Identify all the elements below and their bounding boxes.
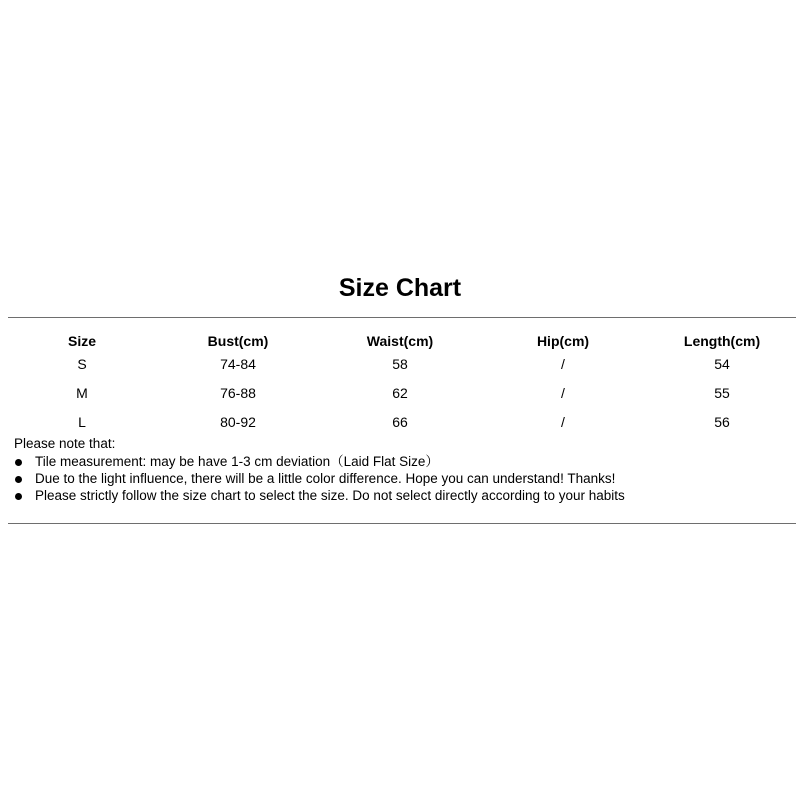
cell-bust: 74-84 bbox=[220, 356, 256, 372]
bullet-icon bbox=[15, 459, 22, 466]
cell-hip: / bbox=[561, 414, 565, 430]
top-divider bbox=[8, 317, 796, 318]
note-text: Please strictly follow the size chart to select the size. Do not select directly according to your habits bbox=[35, 488, 625, 503]
size-table bbox=[0, 331, 800, 441]
note-item bbox=[14, 471, 794, 487]
note-item bbox=[14, 454, 794, 470]
cell-size: L bbox=[78, 414, 86, 430]
table-row bbox=[0, 383, 800, 412]
bottom-divider bbox=[8, 523, 796, 524]
bullet-icon bbox=[15, 476, 22, 483]
page-title: Size Chart bbox=[338, 274, 462, 302]
cell-hip: / bbox=[561, 356, 565, 372]
header-hip: Hip(cm) bbox=[536, 333, 590, 349]
header-waist: Waist(cm) bbox=[366, 333, 434, 349]
table-row bbox=[0, 354, 800, 383]
note-text: Due to the light influence, there will be a little color difference. Hope you can understand! Thanks! bbox=[35, 471, 616, 486]
cell-waist: 66 bbox=[392, 414, 408, 430]
header-size: Size bbox=[67, 333, 96, 349]
cell-length: 55 bbox=[714, 385, 730, 401]
cell-hip: / bbox=[561, 385, 565, 401]
header-bust: Bust(cm) bbox=[207, 333, 269, 349]
note-item bbox=[14, 488, 794, 504]
header-length: Length(cm) bbox=[683, 333, 761, 349]
cell-length: 54 bbox=[714, 356, 730, 372]
cell-waist: 62 bbox=[392, 385, 408, 401]
notes-heading: Please note that: bbox=[14, 436, 116, 451]
note-text: Tile measurement: may be have 1-3 cm deviation（Laid Flat Size） bbox=[35, 454, 439, 469]
cell-size: M bbox=[76, 385, 88, 401]
cell-bust: 76-88 bbox=[220, 385, 256, 401]
table-header-row bbox=[0, 331, 800, 354]
cell-bust: 80-92 bbox=[220, 414, 256, 430]
cell-length: 56 bbox=[714, 414, 730, 430]
cell-waist: 58 bbox=[392, 356, 408, 372]
cell-size: S bbox=[77, 356, 87, 372]
bullet-icon bbox=[15, 493, 22, 500]
notes-section bbox=[14, 435, 794, 505]
